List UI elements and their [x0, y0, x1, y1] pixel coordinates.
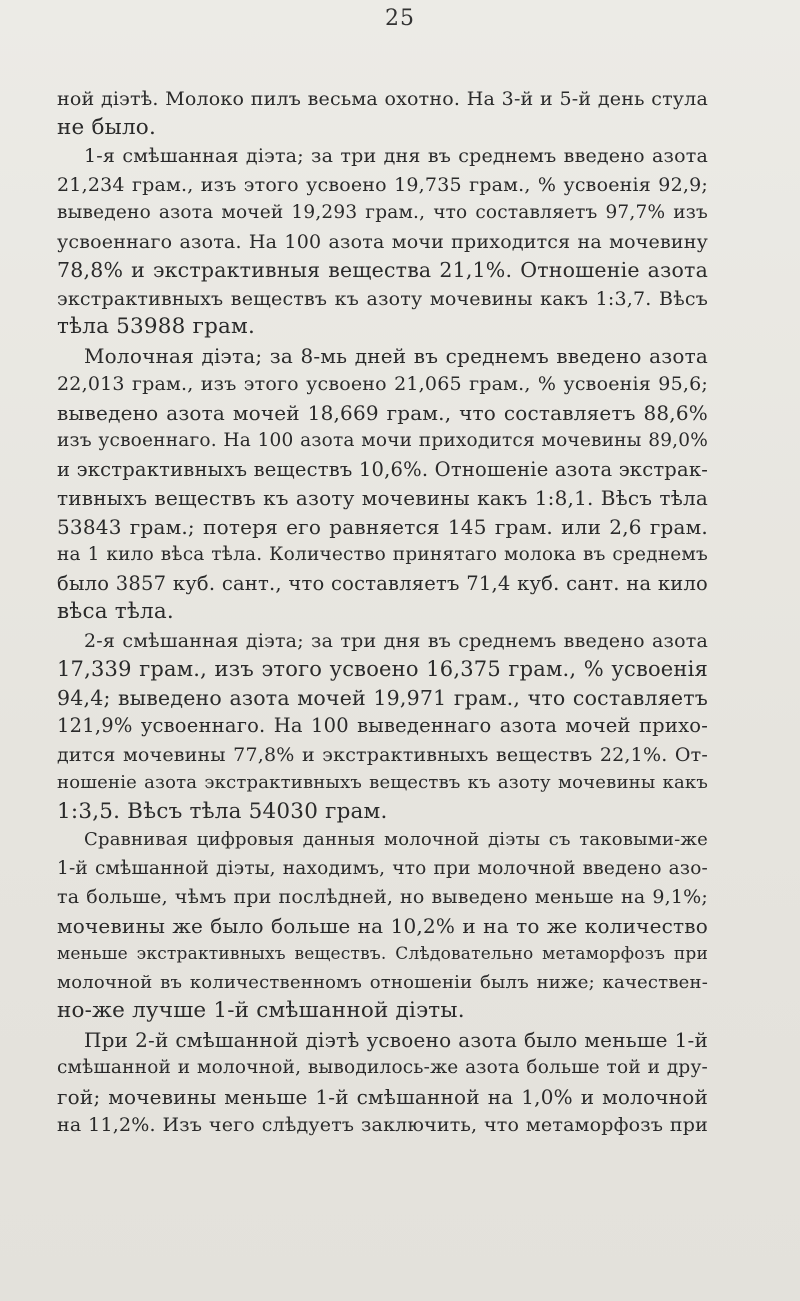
text-line: Молочная діэта; за 8-мь дней въ среднемъ введено азота: [84, 343, 708, 368]
text-line: 22,013 грам., изъ этого усвоено 21,065 грам., % усвоенія 95,6;: [57, 373, 708, 395]
text-line: 1:3,5. Вѣсъ тѣла 54030 грам.: [57, 798, 388, 824]
text-line: выведено азота мочей 19,293 грам., что составляетъ 97,7% изъ: [57, 202, 708, 223]
text-line: меньше экстрактивныхъ веществъ. Слѣдовательно метаморфозъ при: [57, 944, 708, 964]
text-line: ной діэтѣ. Молоко пилъ весьма охотно. На 3-й и 5-й день стула: [57, 88, 708, 110]
text-line: 2-я смѣшанная діэта; за три дня въ среднемъ введено азота: [84, 629, 708, 652]
text-line: 17,339 грам., изъ этого усвоено 16,375 грам., % усвоенія: [57, 657, 708, 681]
text-line: 21,234 грам., изъ этого усвоено 19,735 грам., % усвоенія 92,9;: [57, 173, 708, 196]
text-line: вѣса тѣла.: [57, 599, 174, 624]
text-line: изъ усвоеннаго. На 100 азота мочи приходится мочевины 89,0%: [57, 430, 708, 451]
text-line: тивныхъ веществъ къ азоту мочевины какъ 1:8,1. Вѣсъ тѣла: [57, 486, 708, 510]
text-line: и экстрактивныхъ веществъ 10,6%. Отношеніе азота экстрак-: [57, 457, 708, 481]
text-line: Сравнивая цифровыя данныя молочной діэты съ таковыми-же: [84, 829, 708, 850]
text-line: на 11,2%. Изъ чего слѣдуетъ заключить, что метаморфозъ при: [57, 1114, 708, 1136]
text-line: 121,9% усвоеннаго. На 100 выведеннаго азота мочей прихо-: [57, 714, 708, 737]
text-line: выведено азота мочей 18,669 грам., что составляетъ 88,6%: [57, 400, 708, 425]
text-line: гой; мочевины меньше 1-й смѣшанной на 1,0% и молочной: [57, 1084, 708, 1109]
text-line: 78,8% и экстрактивныя вещества 21,1%. Отношеніе азота: [57, 258, 708, 282]
text-line: 1-я смѣшанная діэта; за три дня въ среднемъ введено азота: [84, 145, 708, 167]
text-line: усвоеннаго азота. На 100 азота мочи приходится на мочевину: [57, 230, 708, 253]
text-line: 53843 грам.; потеря его равняется 145 грам. или 2,6 грам.: [57, 514, 708, 539]
text-line: молочной въ количественномъ отношеніи былъ ниже; качествен-: [57, 971, 708, 993]
text-line: 1-й смѣшанной діэты, находимъ, что при молочной введено азо-: [57, 857, 708, 879]
text-line: экстрактивныхъ веществъ къ азоту мочевины какъ 1:3,7. Вѣсъ: [57, 287, 708, 310]
text-line: тѣла 53988 грам.: [57, 314, 256, 339]
text-line: не было.: [57, 114, 156, 140]
text-line: но-же лучше 1-й смѣшанной діэты.: [57, 998, 465, 1023]
text-line: 94,4; выведено азота мочей 19,971 грам., что составляетъ: [57, 685, 708, 710]
text-line: дится мочевины 77,8% и экстрактивныхъ веществъ 22,1%. От-: [57, 743, 708, 766]
body-text: [57, 85, 708, 1140]
text-line: было 3857 куб. сант., что составляетъ 71,4 куб. сант. на кило: [57, 571, 708, 595]
page-number: 25: [385, 6, 415, 31]
text-line: на 1 кило вѣса тѣла. Количество принятаго молока въ среднемъ: [57, 544, 708, 565]
text-line: смѣшанной и молочной, выводилось-же азота больше той и дру-: [57, 1057, 708, 1078]
text-line: мочевины же было больше на 10,2% и на то же количество: [57, 913, 708, 938]
text-line: та больше, чѣмъ при послѣдней, но выведено меньше на 9,1%;: [57, 886, 708, 908]
text-line: ношеніе азота экстрактивныхъ веществъ къ азоту мочевины какъ: [57, 772, 708, 793]
text-line: При 2-й смѣшанной діэтѣ усвоено азота было меньше 1-й: [84, 1027, 708, 1052]
